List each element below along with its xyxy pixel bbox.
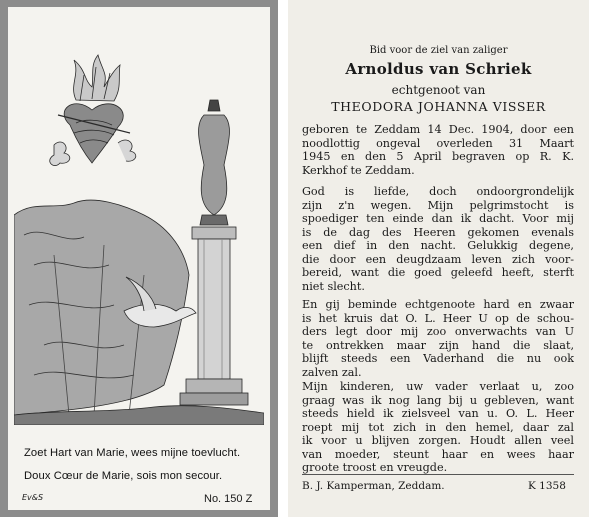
- text-line: God is liefde, doch ondoorgrondelijk: [302, 185, 574, 198]
- text-line: zalven zal.: [302, 365, 362, 379]
- text-line: graag was ik nog lang bij u gebleven, want: [302, 393, 574, 407]
- text-line: Mijn kinderen, uw vader verlaat u, zoo: [302, 380, 574, 393]
- text-line: die door een deugdzaam leven zich voor-: [302, 252, 574, 266]
- children-address-paragraph: [302, 380, 574, 475]
- column-icon: [180, 227, 248, 405]
- footer-divider: [302, 474, 574, 475]
- text-line: roept mij tot zich in den hemel, daar zal: [302, 420, 574, 434]
- header-prayer-request: Bid voor de ziel van zaliger: [369, 45, 508, 56]
- text-line: Kerkhof te Zeddam.: [302, 163, 415, 177]
- meditation-paragraph: [302, 185, 574, 293]
- wife-name: THEODORA JOHANNA VISSER: [331, 99, 546, 114]
- memorial-card-back: [288, 0, 589, 517]
- flame-icon: [74, 55, 120, 101]
- text-line: 1945 en den 5 April begraven op R. K.: [302, 150, 574, 163]
- biography-paragraph: [302, 123, 574, 177]
- text-line: steeds hield ik zielsveel van u. O. L. Heer: [302, 407, 574, 420]
- engraver-mark: Ev&S: [22, 493, 44, 502]
- text-line: is het kruis dat O. L. Heer U op de schou-: [302, 311, 574, 325]
- deceased-name: Arnoldus van Schriek: [345, 60, 532, 78]
- text-line: zijn z'n wegen. Mijn pelgrimstocht is: [302, 198, 574, 212]
- memorial-card-front: [0, 0, 278, 517]
- text-line: blijft steeds een Vaderhand die nu ook: [302, 352, 574, 365]
- text-line: En gij beminde echtgenoote hard en zwaar: [302, 298, 574, 311]
- text-line: ik voor u blijven zorgen. Houdt allen veel: [302, 434, 574, 447]
- text-line: een dief in den nacht. Gelukkig degene,: [302, 239, 574, 252]
- card-number: No. 150 Z: [204, 493, 253, 505]
- engraving-sacred-heart-and-column: [14, 15, 264, 425]
- front-paper: [8, 7, 270, 510]
- text-line: geboren te Zeddam 14 Dec. 1904, door een: [302, 123, 574, 136]
- sacred-heart-icon: [58, 104, 130, 163]
- text-line: niet slecht.: [302, 279, 365, 293]
- text-line: groote troost en vreugde.: [302, 461, 448, 474]
- spouse-label: echtgenoot van: [391, 83, 486, 97]
- text-line: te ontrekken maar zijn hand die slaat,: [302, 338, 574, 352]
- text-line: bereid, want die goed geleefd heeft, sterft: [302, 266, 574, 279]
- text-line: is de dag des Heeren gekomen evenals: [302, 225, 574, 239]
- prayer-french: Doux Cœur de Marie, sois mon secour.: [24, 470, 223, 482]
- print-code: K 1358: [528, 480, 566, 492]
- text-line: noodlottig ongeval overleden 31 Maart: [302, 136, 574, 150]
- text-line: spoediger ten einde dan ik dacht. Voor mij: [302, 212, 574, 225]
- urn-icon: [199, 100, 230, 225]
- printer-name: B. J. Kamperman, Zeddam.: [302, 480, 445, 492]
- text-line: ders legt door mij zoo onverwachts van U: [302, 325, 574, 338]
- wife-address-paragraph: [302, 298, 574, 379]
- prayer-dutch: Zoet Hart van Marie, wees mijne toevlucht.: [24, 447, 241, 459]
- text-line: van moeder, steunt haar en wees haar: [302, 447, 574, 461]
